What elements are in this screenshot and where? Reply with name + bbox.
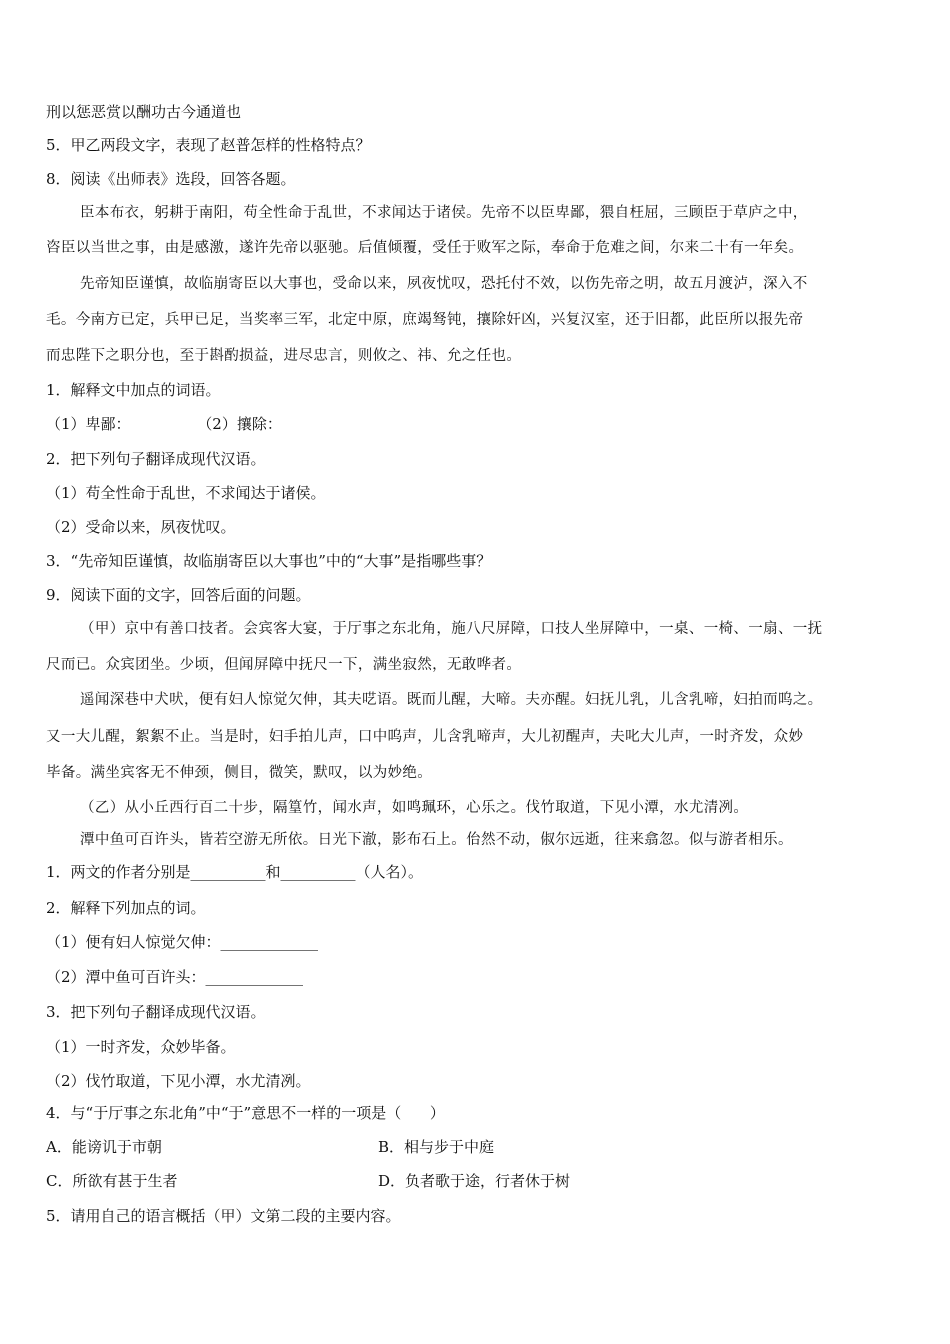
question-9-heading: 9．阅读下面的文字，回答后面的问题。 (46, 586, 311, 604)
question-9-3: 3．把下列句子翻译成现代汉语。 (46, 1003, 266, 1021)
option-b: B．相与步于中庭 (378, 1138, 495, 1156)
option-d: D．负者歌于途，行者休于树 (378, 1172, 571, 1190)
question-9-4: 4．与“于厅事之东北角”中“于”意思不一样的一项是（ ） (46, 1104, 445, 1122)
question-9-2-item: （2）潭中鱼可百许头：_____________ (46, 968, 304, 986)
question-9-3-item: （1）一时齐发，众妙毕备。 (46, 1038, 236, 1056)
passage-kouji-line: 又一大儿醒，絮絮不止。当是时，妇手拍儿声，口中呜声，儿含乳啼声，大儿初醒声，夫叱大儿声，一时齐发，众妙 (46, 729, 804, 745)
question-9-3-item: （2）伐竹取道，下见小潭，水尤清冽。 (46, 1072, 311, 1090)
question-8-1: 1．解释文中加点的词语。 (46, 381, 221, 399)
passage-fragment: 刑以惩恶赏以酬功古今通道也 (46, 103, 242, 121)
question-9-5: 5．请用自己的语言概括（甲）文第二段的主要内容。 (46, 1207, 401, 1225)
passage-chushibiao-line: 咨臣以当世之事，由是感激，遂许先帝以驱驰。后值倾覆，受任于败军之际，奉命于危难之间，尔来二十有一年矣。 (46, 240, 804, 256)
passage-kouji-line: 尺而已。众宾团坐。少顷，但闻屏障中抚尺一下，满坐寂然，无敢哗者。 (46, 657, 522, 673)
question-9-2-item: （1）便有妇人惊觉欠伸：_____________ (46, 933, 319, 951)
question-5: 5．甲乙两段文字，表现了赵普怎样的性格特点？ (46, 136, 371, 154)
question-8-1-items: （1）卑鄙： （2）攘除： (46, 415, 282, 433)
passage-chushibiao-line: 而忠陛下之职分也，至于斟酌损益，进尽忠言，则攸之、祎、允之任也。 (46, 348, 522, 364)
option-c: C．所欲有甚于生者 (46, 1172, 178, 1190)
question-8-heading: 8．阅读《出师表》选段，回答各题。 (46, 170, 296, 188)
question-9-2: 2．解释下列加点的词。 (46, 899, 206, 917)
question-8-2-item: （1）苟全性命于乱世，不求闻达于诸侯。 (46, 484, 326, 502)
question-9-1: 1．两文的作者分别是__________和__________（人名）。 (46, 863, 424, 881)
passage-chushibiao-line: 毛。今南方已定，兵甲已足，当奖率三军，北定中原，庶竭驽钝，攘除奸凶，兴复汉室，还于旧都，此臣所以报先帝 (46, 312, 804, 328)
passage-xiaoshitan-line: （乙）从小丘西行百二十步，隔篁竹，闻水声，如鸣珮环，心乐之。伐竹取道，下见小潭，水尤清冽。 (80, 800, 749, 816)
passage-kouji-line: 毕备。满坐宾客无不伸颈，侧目，微笑，默叹，以为妙绝。 (46, 765, 433, 781)
passage-xiaoshitan-line: 潭中鱼可百许头，皆若空游无所依。日光下澈，影布石上。佁然不动，俶尔远逝，往来翕忽。似与游者相乐。 (80, 832, 793, 848)
question-8-2: 2．把下列句子翻译成现代汉语。 (46, 450, 266, 468)
passage-chushibiao-line: 臣本布衣，躬耕于南阳，苟全性命于乱世，不求闻达于诸侯。先帝不以臣卑鄙，猥自枉屈，三顾臣于草庐之中， (80, 205, 808, 221)
question-8-2-item: （2）受命以来，夙夜忧叹。 (46, 518, 236, 536)
option-a: A．能谤讥于市朝 (46, 1138, 162, 1156)
passage-chushibiao-line: 先帝知臣谨慎，故临崩寄臣以大事也，受命以来，夙夜忧叹，恐托付不效，以伤先帝之明，故五月渡泸，深入不 (80, 276, 808, 292)
passage-kouji-line: 遥闻深巷中犬吠，便有妇人惊觉欠伸，其夫呓语。既而儿醒，大啼。夫亦醒。妇抚儿乳，儿含乳啼，妇拍而呜之。 (80, 692, 823, 708)
question-8-3: 3．“先帝知臣谨慎，故临崩寄臣以大事也”中的“大事”是指哪些事？ (46, 552, 492, 570)
passage-kouji-line: （甲）京中有善口技者。会宾客大宴，于厅事之东北角，施八尺屏障，口技人坐屏障中，一桌、一椅、一扇、一抚 (80, 621, 823, 637)
